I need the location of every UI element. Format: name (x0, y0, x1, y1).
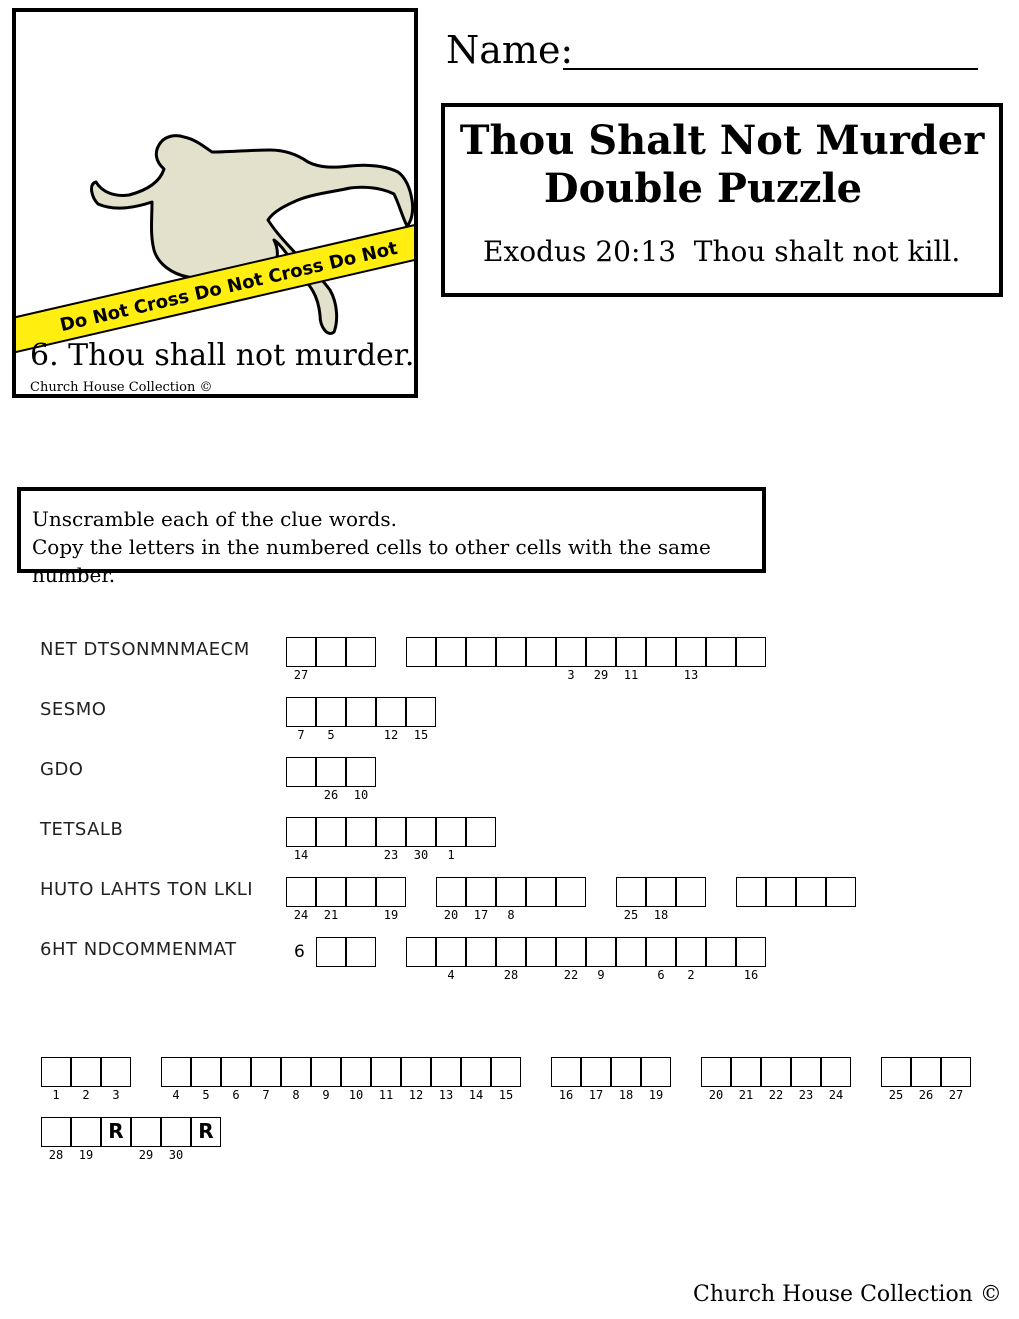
cell-number: 2 (687, 968, 695, 982)
clue-letter-cell[interactable] (346, 697, 376, 727)
clue-letter-cell[interactable] (436, 817, 466, 847)
answer-letter-cell[interactable] (941, 1057, 971, 1087)
cell-number: 29 (593, 668, 609, 682)
cell-number: 15 (498, 1088, 514, 1102)
clue-letter-cell[interactable] (676, 937, 706, 967)
clue-letter-cell[interactable] (346, 637, 376, 667)
clue-letter-cell[interactable] (376, 817, 406, 847)
clue-letter-cell[interactable] (646, 877, 676, 907)
answer-letter-cell[interactable] (281, 1057, 311, 1087)
clue-letter-cell[interactable] (526, 877, 556, 907)
cell-number: 20 (708, 1088, 724, 1102)
clue-letter-cell[interactable] (736, 877, 766, 907)
answer-letter-cell[interactable] (41, 1117, 71, 1147)
clue-letter-cell[interactable] (346, 877, 376, 907)
cell-number: 26 (323, 788, 339, 802)
answer-letter-cell[interactable] (551, 1057, 581, 1087)
cell-number: 13 (438, 1088, 454, 1102)
clue-letter-cell[interactable] (556, 637, 586, 667)
clue-letter-cell[interactable] (316, 937, 346, 967)
clue-letter-cell[interactable] (436, 937, 466, 967)
cell-number: 27 (948, 1088, 964, 1102)
cell-number: 10 (348, 1088, 364, 1102)
answer-letter-cell[interactable]: R (191, 1117, 221, 1147)
footer-copyright: Church House Collection © (693, 1282, 1002, 1307)
cell-number: 22 (563, 968, 579, 982)
answer-letter-cell[interactable] (641, 1057, 671, 1087)
answer-letter-cell[interactable] (191, 1057, 221, 1087)
clue-letter-cell[interactable] (316, 637, 346, 667)
clue-letter-cell[interactable] (376, 697, 406, 727)
clue-letter-cell[interactable] (556, 937, 586, 967)
answer-letter-cell[interactable] (131, 1117, 161, 1147)
clue-letter-cell[interactable] (496, 877, 526, 907)
cell-number: 16 (743, 968, 759, 982)
cell-number: 19 (383, 908, 399, 922)
clue-letter-cell[interactable] (556, 877, 586, 907)
answer-letter-cell[interactable] (611, 1057, 641, 1087)
cell-number: 23 (383, 848, 399, 862)
cell-number: 24 (293, 908, 309, 922)
cell-number: 23 (798, 1088, 814, 1102)
scrambled-clue: TETSALB (40, 819, 124, 840)
cell-number: 11 (378, 1088, 394, 1102)
cell-number: 18 (653, 908, 669, 922)
cell-number: 4 (172, 1088, 180, 1102)
cell-number: 16 (558, 1088, 574, 1102)
cell-number: 25 (623, 908, 639, 922)
cell-number: 6 (657, 968, 665, 982)
answer-letter-cell[interactable] (371, 1057, 401, 1087)
cell-number: 26 (918, 1088, 934, 1102)
answer-letter-cell[interactable] (71, 1117, 101, 1147)
cell-number: 24 (828, 1088, 844, 1102)
clue-letter-cell[interactable] (316, 697, 346, 727)
clue-letter-cell[interactable] (316, 757, 346, 787)
scripture-verse: Exodus 20:13 Thou shalt not kill. (483, 235, 961, 268)
answer-letter-cell[interactable] (401, 1057, 431, 1087)
clue-letter-cell[interactable] (316, 877, 346, 907)
commandment-caption: 6. Thou shall not murder. (30, 338, 415, 373)
answer-letter-cell[interactable] (221, 1057, 251, 1087)
page-title: Thou Shalt Not Murder (459, 117, 985, 164)
answer-letter-cell[interactable] (761, 1057, 791, 1087)
cell-number: 28 (503, 968, 519, 982)
cell-number: 1 (52, 1088, 60, 1102)
cell-number: 19 (648, 1088, 664, 1102)
clue-letter-cell[interactable] (436, 877, 466, 907)
name-label: Name: (446, 28, 574, 72)
answer-letter-cell[interactable] (161, 1057, 191, 1087)
answer-letter-cell[interactable] (341, 1057, 371, 1087)
clue-letter-cell[interactable] (586, 637, 616, 667)
answer-letter-cell[interactable] (101, 1057, 131, 1087)
given-letter: 6 (294, 942, 305, 962)
cell-number: 9 (597, 968, 605, 982)
scrambled-clue: HUTO LAHTS TON LKLI (40, 879, 254, 900)
clue-letter-cell[interactable] (406, 937, 436, 967)
clue-letter-cell[interactable] (466, 637, 496, 667)
answer-letter-cell[interactable] (701, 1057, 731, 1087)
answer-letter-cell[interactable] (461, 1057, 491, 1087)
clue-letter-cell[interactable] (346, 757, 376, 787)
clue-letter-cell[interactable] (406, 817, 436, 847)
tape-text: Do Not Cross Do Not Cross Do Not (58, 237, 400, 337)
illustration-copyright: Church House Collection © (30, 380, 213, 395)
cell-number: 19 (78, 1148, 94, 1162)
scrambled-clue: GDO (40, 759, 84, 780)
answer-letter-cell[interactable] (791, 1057, 821, 1087)
clue-letter-cell[interactable] (466, 877, 496, 907)
clue-letter-cell[interactable] (286, 637, 316, 667)
instruction-line: Unscramble each of the clue words. (32, 507, 397, 531)
scrambled-clue: NET DTSONMNMAECM (40, 639, 250, 660)
clue-letter-cell[interactable] (646, 937, 676, 967)
clue-letter-cell[interactable] (496, 937, 526, 967)
cell-number: 18 (618, 1088, 634, 1102)
cell-number: 5 (202, 1088, 210, 1102)
clue-letter-cell[interactable] (466, 937, 496, 967)
cell-number: 10 (353, 788, 369, 802)
answer-letter-cell[interactable] (881, 1057, 911, 1087)
cell-number: 11 (623, 668, 639, 682)
cell-number: 17 (588, 1088, 604, 1102)
cell-number: 25 (888, 1088, 904, 1102)
cell-number: 9 (322, 1088, 330, 1102)
clue-letter-cell[interactable] (526, 637, 556, 667)
cell-number: 5 (327, 728, 335, 742)
answer-letter-cell[interactable] (491, 1057, 521, 1087)
cell-number: 14 (293, 848, 309, 862)
cell-number: 21 (738, 1088, 754, 1102)
clue-letter-cell[interactable] (466, 817, 496, 847)
clue-letter-cell[interactable] (736, 637, 766, 667)
cell-number: 28 (48, 1148, 64, 1162)
answer-letter-cell[interactable] (71, 1057, 101, 1087)
clue-letter-cell[interactable] (526, 937, 556, 967)
clue-letter-cell[interactable] (346, 937, 376, 967)
answer-letter-cell[interactable] (821, 1057, 851, 1087)
clue-letter-cell[interactable] (796, 877, 826, 907)
cell-number: 7 (297, 728, 305, 742)
scrambled-clue: SESMO (40, 699, 107, 720)
cell-number: 12 (408, 1088, 424, 1102)
clue-letter-cell[interactable] (586, 937, 616, 967)
answer-letter-cell[interactable] (911, 1057, 941, 1087)
answer-letter-cell[interactable] (161, 1117, 191, 1147)
cell-number: 27 (293, 668, 309, 682)
clue-letter-cell[interactable] (496, 637, 526, 667)
cell-number: 7 (262, 1088, 270, 1102)
cell-number: 8 (507, 908, 515, 922)
answer-letter-cell[interactable] (431, 1057, 461, 1087)
cell-number: 22 (768, 1088, 784, 1102)
cell-number: 30 (168, 1148, 184, 1162)
clue-letter-cell[interactable] (286, 877, 316, 907)
clue-letter-cell[interactable] (646, 637, 676, 667)
instruction-line: Copy the letters in the numbered cells to other cells with the same number. (32, 535, 711, 587)
clue-letter-cell[interactable] (406, 697, 436, 727)
cell-number: 1 (447, 848, 455, 862)
cell-number: 3 (567, 668, 575, 682)
answer-letter-cell[interactable] (731, 1057, 761, 1087)
page-subtitle: Double Puzzle (543, 165, 863, 212)
cell-number: 15 (413, 728, 429, 742)
cell-number: 30 (413, 848, 429, 862)
cell-number: 3 (112, 1088, 120, 1102)
clue-letter-cell[interactable] (286, 757, 316, 787)
clue-letter-cell[interactable] (616, 637, 646, 667)
cell-number: 20 (443, 908, 459, 922)
clue-letter-cell[interactable] (286, 697, 316, 727)
clue-letter-cell[interactable] (316, 817, 346, 847)
clue-letter-cell[interactable] (286, 817, 316, 847)
clue-letter-cell[interactable] (766, 877, 796, 907)
clue-letter-cell[interactable] (736, 937, 766, 967)
clue-letter-cell[interactable] (436, 637, 466, 667)
answer-letter-cell[interactable]: R (101, 1117, 131, 1147)
answer-letter-cell[interactable] (311, 1057, 341, 1087)
clue-letter-cell[interactable] (376, 877, 406, 907)
cell-number: 13 (683, 668, 699, 682)
clue-letter-cell[interactable] (676, 877, 706, 907)
cell-number: 14 (468, 1088, 484, 1102)
cell-number: 12 (383, 728, 399, 742)
cell-number: 21 (323, 908, 339, 922)
scrambled-clue: 6HT NDCOMMENMAT (40, 939, 237, 960)
clue-letter-cell[interactable] (826, 877, 856, 907)
answer-letter-cell[interactable] (41, 1057, 71, 1087)
answer-letter-cell[interactable] (581, 1057, 611, 1087)
clue-letter-cell[interactable] (346, 817, 376, 847)
cell-number: 2 (82, 1088, 90, 1102)
cell-number: 6 (232, 1088, 240, 1102)
cell-number: 29 (138, 1148, 154, 1162)
cell-number: 4 (447, 968, 455, 982)
clue-letter-cell[interactable] (406, 637, 436, 667)
cell-number: 8 (292, 1088, 300, 1102)
clue-letter-cell[interactable] (706, 937, 736, 967)
clue-letter-cell[interactable] (706, 637, 736, 667)
answer-letter-cell[interactable] (251, 1057, 281, 1087)
clue-letter-cell[interactable] (616, 937, 646, 967)
clue-letter-cell[interactable] (616, 877, 646, 907)
clue-letter-cell[interactable] (676, 637, 706, 667)
cell-number: 17 (473, 908, 489, 922)
